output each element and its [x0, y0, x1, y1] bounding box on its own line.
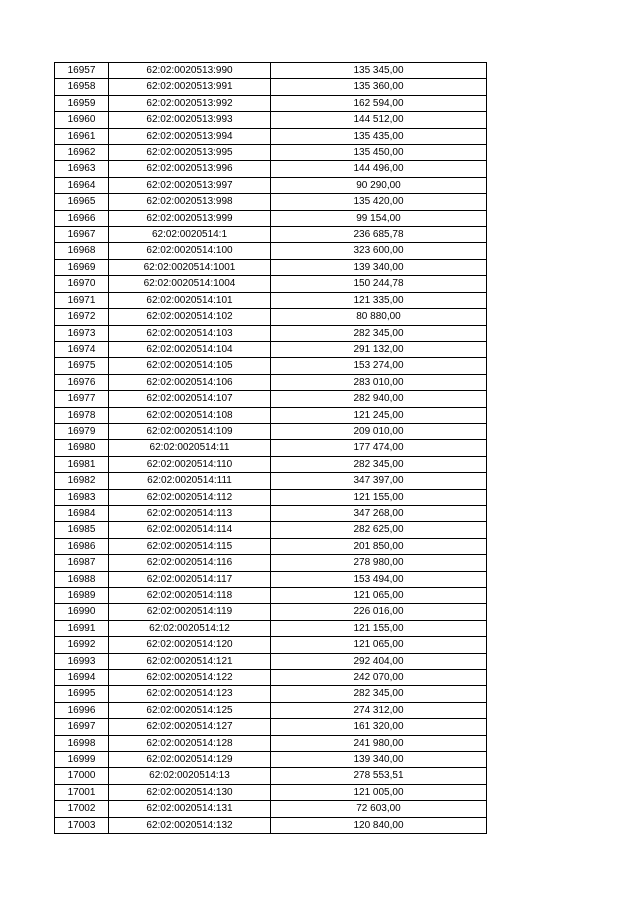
row-number-cell: 16981 — [55, 456, 109, 472]
row-number-cell: 16959 — [55, 95, 109, 111]
cadastral-value-cell: 72 603,00 — [271, 801, 487, 817]
cadastral-number-cell: 62:02:0020513:997 — [109, 177, 271, 193]
cadastral-value-cell: 144 512,00 — [271, 112, 487, 128]
cadastral-value-cell: 150 244,78 — [271, 276, 487, 292]
row-number-cell: 17000 — [55, 768, 109, 784]
row-number-cell: 16958 — [55, 79, 109, 95]
cadastral-value-cell: 162 594,00 — [271, 95, 487, 111]
cadastral-value-cell: 121 335,00 — [271, 292, 487, 308]
cadastral-number-cell: 62:02:0020513:993 — [109, 112, 271, 128]
cadastral-number-cell: 62:02:0020514:108 — [109, 407, 271, 423]
row-number-cell: 16974 — [55, 341, 109, 357]
cadastral-number-cell: 62:02:0020514:105 — [109, 358, 271, 374]
table-row — [55, 194, 487, 210]
cadastral-number-cell: 62:02:0020514:1001 — [109, 259, 271, 275]
table-row — [55, 735, 487, 751]
row-number-cell: 16973 — [55, 325, 109, 341]
cadastral-value-cell: 283 010,00 — [271, 374, 487, 390]
table-row — [55, 341, 487, 357]
cadastral-value-cell: 121 065,00 — [271, 637, 487, 653]
table-row — [55, 653, 487, 669]
cadastral-value-cell: 177 474,00 — [271, 440, 487, 456]
cadastral-value-cell: 80 880,00 — [271, 309, 487, 325]
cadastral-number-cell: 62:02:0020514:118 — [109, 588, 271, 604]
table-row — [55, 702, 487, 718]
row-number-cell: 16979 — [55, 423, 109, 439]
cadastral-value-cell: 135 345,00 — [271, 63, 487, 79]
table-row — [55, 227, 487, 243]
table-row — [55, 555, 487, 571]
cadastral-number-cell: 62:02:0020514:106 — [109, 374, 271, 390]
cadastral-number-cell: 62:02:0020514:11 — [109, 440, 271, 456]
cadastral-number-cell: 62:02:0020514:112 — [109, 489, 271, 505]
row-number-cell: 17002 — [55, 801, 109, 817]
cadastral-value-table — [54, 62, 487, 834]
row-number-cell: 16996 — [55, 702, 109, 718]
row-number-cell: 16982 — [55, 473, 109, 489]
cadastral-value-cell: 241 980,00 — [271, 735, 487, 751]
table-row — [55, 210, 487, 226]
table-row — [55, 571, 487, 587]
table-row — [55, 522, 487, 538]
row-number-cell: 16960 — [55, 112, 109, 128]
cadastral-value-cell: 121 155,00 — [271, 620, 487, 636]
cadastral-value-cell: 121 065,00 — [271, 588, 487, 604]
cadastral-number-cell: 62:02:0020513:994 — [109, 128, 271, 144]
cadastral-number-cell: 62:02:0020514:127 — [109, 719, 271, 735]
row-number-cell: 16984 — [55, 505, 109, 521]
cadastral-number-cell: 62:02:0020514:111 — [109, 473, 271, 489]
cadastral-value-cell: 347 397,00 — [271, 473, 487, 489]
table-row — [55, 620, 487, 636]
cadastral-number-cell: 62:02:0020514:109 — [109, 423, 271, 439]
row-number-cell: 16976 — [55, 374, 109, 390]
table-row — [55, 505, 487, 521]
cadastral-number-cell: 62:02:0020513:991 — [109, 79, 271, 95]
row-number-cell: 16961 — [55, 128, 109, 144]
cadastral-value-cell: 120 840,00 — [271, 817, 487, 833]
cadastral-value-cell: 153 494,00 — [271, 571, 487, 587]
row-number-cell: 16962 — [55, 145, 109, 161]
cadastral-number-cell: 62:02:0020513:992 — [109, 95, 271, 111]
row-number-cell: 16975 — [55, 358, 109, 374]
cadastral-value-cell: 161 320,00 — [271, 719, 487, 735]
cadastral-value-cell: 121 155,00 — [271, 489, 487, 505]
table-row — [55, 588, 487, 604]
cadastral-value-cell: 242 070,00 — [271, 670, 487, 686]
table-row — [55, 177, 487, 193]
table-row — [55, 112, 487, 128]
cadastral-value-cell: 282 345,00 — [271, 686, 487, 702]
cadastral-value-cell: 135 360,00 — [271, 79, 487, 95]
table-row — [55, 637, 487, 653]
cadastral-number-cell: 62:02:0020514:119 — [109, 604, 271, 620]
cadastral-number-cell: 62:02:0020514:12 — [109, 620, 271, 636]
table-row — [55, 63, 487, 79]
row-number-cell: 16972 — [55, 309, 109, 325]
cadastral-number-cell: 62:02:0020513:990 — [109, 63, 271, 79]
cadastral-value-cell: 274 312,00 — [271, 702, 487, 718]
cadastral-number-cell: 62:02:0020514:115 — [109, 538, 271, 554]
cadastral-value-cell: 135 450,00 — [271, 145, 487, 161]
row-number-cell: 16963 — [55, 161, 109, 177]
table-row — [55, 292, 487, 308]
table-row — [55, 407, 487, 423]
row-number-cell: 16968 — [55, 243, 109, 259]
cadastral-number-cell: 62:02:0020514:113 — [109, 505, 271, 521]
table-row — [55, 489, 487, 505]
row-number-cell: 16978 — [55, 407, 109, 423]
row-number-cell: 16985 — [55, 522, 109, 538]
cadastral-number-cell: 62:02:0020514:131 — [109, 801, 271, 817]
cadastral-number-cell: 62:02:0020514:125 — [109, 702, 271, 718]
table-body — [55, 63, 487, 834]
cadastral-number-cell: 62:02:0020514:120 — [109, 637, 271, 653]
table-row — [55, 161, 487, 177]
cadastral-value-cell: 139 340,00 — [271, 752, 487, 768]
row-number-cell: 16987 — [55, 555, 109, 571]
cadastral-number-cell: 62:02:0020514:128 — [109, 735, 271, 751]
row-number-cell: 16965 — [55, 194, 109, 210]
row-number-cell: 16998 — [55, 735, 109, 751]
table-row — [55, 95, 487, 111]
cadastral-value-cell: 144 496,00 — [271, 161, 487, 177]
row-number-cell: 16969 — [55, 259, 109, 275]
table-row — [55, 259, 487, 275]
row-number-cell: 16967 — [55, 227, 109, 243]
row-number-cell: 16980 — [55, 440, 109, 456]
cadastral-number-cell: 62:02:0020514:130 — [109, 784, 271, 800]
cadastral-number-cell: 62:02:0020514:100 — [109, 243, 271, 259]
row-number-cell: 16997 — [55, 719, 109, 735]
cadastral-number-cell: 62:02:0020514:129 — [109, 752, 271, 768]
cadastral-number-cell: 62:02:0020514:123 — [109, 686, 271, 702]
cadastral-value-cell: 121 245,00 — [271, 407, 487, 423]
row-number-cell: 16988 — [55, 571, 109, 587]
cadastral-value-cell: 282 345,00 — [271, 456, 487, 472]
cadastral-value-cell: 323 600,00 — [271, 243, 487, 259]
cadastral-value-cell: 282 345,00 — [271, 325, 487, 341]
table-row — [55, 391, 487, 407]
row-number-cell: 16993 — [55, 653, 109, 669]
cadastral-number-cell: 62:02:0020514:132 — [109, 817, 271, 833]
row-number-cell: 16999 — [55, 752, 109, 768]
cadastral-value-cell: 282 625,00 — [271, 522, 487, 538]
row-number-cell: 16966 — [55, 210, 109, 226]
cadastral-number-cell: 62:02:0020514:102 — [109, 309, 271, 325]
cadastral-value-cell: 90 290,00 — [271, 177, 487, 193]
row-number-cell: 16986 — [55, 538, 109, 554]
cadastral-value-cell: 347 268,00 — [271, 505, 487, 521]
row-number-cell: 16991 — [55, 620, 109, 636]
table-row — [55, 456, 487, 472]
table-row — [55, 374, 487, 390]
cadastral-number-cell: 62:02:0020514:1 — [109, 227, 271, 243]
cadastral-value-cell: 135 435,00 — [271, 128, 487, 144]
cadastral-number-cell: 62:02:0020513:998 — [109, 194, 271, 210]
cadastral-value-cell: 291 132,00 — [271, 341, 487, 357]
cadastral-number-cell: 62:02:0020514:101 — [109, 292, 271, 308]
row-number-cell: 17001 — [55, 784, 109, 800]
cadastral-value-cell: 236 685,78 — [271, 227, 487, 243]
cadastral-value-cell: 282 940,00 — [271, 391, 487, 407]
cadastral-value-cell: 278 553,51 — [271, 768, 487, 784]
cadastral-number-cell: 62:02:0020514:103 — [109, 325, 271, 341]
cadastral-value-cell: 278 980,00 — [271, 555, 487, 571]
table-row — [55, 719, 487, 735]
cadastral-number-cell: 62:02:0020514:13 — [109, 768, 271, 784]
cadastral-value-cell: 135 420,00 — [271, 194, 487, 210]
cadastral-value-cell: 139 340,00 — [271, 259, 487, 275]
cadastral-value-cell: 201 850,00 — [271, 538, 487, 554]
table-row — [55, 752, 487, 768]
row-number-cell: 16995 — [55, 686, 109, 702]
cadastral-number-cell: 62:02:0020514:117 — [109, 571, 271, 587]
table-row — [55, 309, 487, 325]
table-row — [55, 784, 487, 800]
table-row — [55, 128, 487, 144]
cadastral-value-cell: 153 274,00 — [271, 358, 487, 374]
table-row — [55, 801, 487, 817]
cadastral-value-cell: 99 154,00 — [271, 210, 487, 226]
cadastral-value-cell: 226 016,00 — [271, 604, 487, 620]
row-number-cell: 16983 — [55, 489, 109, 505]
table-row — [55, 243, 487, 259]
table-row — [55, 358, 487, 374]
row-number-cell: 16994 — [55, 670, 109, 686]
table-row — [55, 79, 487, 95]
table-row — [55, 686, 487, 702]
cadastral-number-cell: 62:02:0020514:104 — [109, 341, 271, 357]
cadastral-number-cell: 62:02:0020514:122 — [109, 670, 271, 686]
table-row — [55, 423, 487, 439]
row-number-cell: 16989 — [55, 588, 109, 604]
table-row — [55, 145, 487, 161]
cadastral-number-cell: 62:02:0020514:1004 — [109, 276, 271, 292]
cadastral-number-cell: 62:02:0020514:114 — [109, 522, 271, 538]
cadastral-number-cell: 62:02:0020514:116 — [109, 555, 271, 571]
table-row — [55, 473, 487, 489]
table-row — [55, 768, 487, 784]
cadastral-number-cell: 62:02:0020514:121 — [109, 653, 271, 669]
cadastral-number-cell: 62:02:0020514:107 — [109, 391, 271, 407]
table-row — [55, 817, 487, 833]
cadastral-number-cell: 62:02:0020513:999 — [109, 210, 271, 226]
table-row — [55, 604, 487, 620]
cadastral-value-cell: 292 404,00 — [271, 653, 487, 669]
table-row — [55, 325, 487, 341]
table-row — [55, 670, 487, 686]
row-number-cell: 16971 — [55, 292, 109, 308]
row-number-cell: 16964 — [55, 177, 109, 193]
table-row — [55, 440, 487, 456]
row-number-cell: 16977 — [55, 391, 109, 407]
row-number-cell: 16990 — [55, 604, 109, 620]
row-number-cell: 16970 — [55, 276, 109, 292]
table-row — [55, 276, 487, 292]
cadastral-value-cell: 209 010,00 — [271, 423, 487, 439]
table-row — [55, 538, 487, 554]
row-number-cell: 17003 — [55, 817, 109, 833]
cadastral-value-cell: 121 005,00 — [271, 784, 487, 800]
row-number-cell: 16957 — [55, 63, 109, 79]
cadastral-number-cell: 62:02:0020514:110 — [109, 456, 271, 472]
cadastral-number-cell: 62:02:0020513:995 — [109, 145, 271, 161]
row-number-cell: 16992 — [55, 637, 109, 653]
cadastral-number-cell: 62:02:0020513:996 — [109, 161, 271, 177]
